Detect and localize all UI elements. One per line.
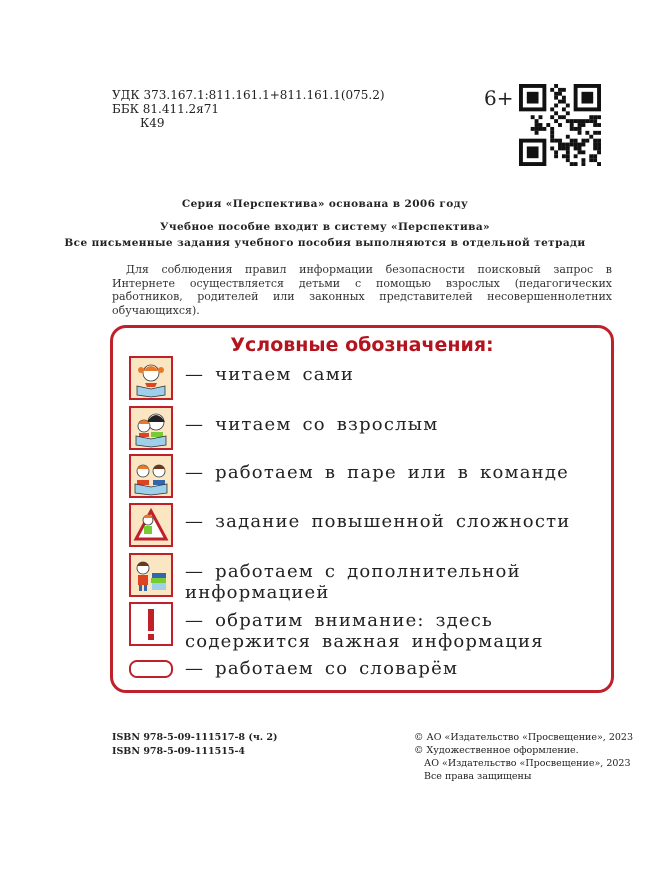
- exclamation-icon: [129, 602, 173, 646]
- legend-text: — работаем со словарём: [185, 658, 459, 679]
- legend-text: — обратим внимание: здесь содержится важная информация: [185, 610, 544, 652]
- legend-item: [129, 602, 599, 652]
- workbook-line: Все письменные задания учебного пособия выполняются в отдельной тетради: [64, 237, 586, 249]
- qr-code-icon: [519, 84, 601, 166]
- safety-notice: Для соблюдения правил информации безопасности поисковый запрос в Интернете осуществляется детьми с помощью взрослых (педагогических работников, родителей или законных представителей несовершеннолетних обучающихся).: [112, 263, 612, 317]
- udk: УДК 373.167.1:811.161.1+811.161.1(075.2): [112, 88, 385, 102]
- all-rights-reserved: Все права защищены: [424, 771, 532, 782]
- legend-title: Условные обозначения:: [230, 334, 494, 356]
- legend-item: [129, 356, 599, 400]
- legend-text: — работаем в паре или в команде: [185, 462, 569, 483]
- age-rating: 6+: [484, 86, 514, 110]
- extra-info-icon: [129, 553, 173, 597]
- legend-item: [129, 553, 599, 603]
- legend-text: — читаем со взрослым: [185, 414, 439, 435]
- legend-text: — задание повышенной сложности: [185, 511, 571, 532]
- legend-item: [129, 658, 599, 679]
- bbk: ББК 81.411.2я71: [112, 102, 220, 116]
- dictionary-frame-icon: [129, 660, 173, 678]
- legend-item: [129, 406, 599, 450]
- legend-item: [129, 454, 599, 498]
- legend-box: [110, 325, 614, 693]
- legend-text: — работаем с дополнительной информацией: [185, 561, 521, 603]
- child-reading-icon: [129, 356, 173, 400]
- isbn-set: ISBN 978-5-09-111515-4: [112, 746, 246, 757]
- warning-difficult-icon: [129, 503, 173, 547]
- system-line: Учебное пособие входит в систему «Перспектива»: [159, 221, 491, 233]
- series-line: Серия «Перспектива» основана в 2006 году: [181, 198, 469, 210]
- legend-item: [129, 503, 599, 547]
- copyright-design-publisher: АО «Издательство «Просвещение», 2023: [424, 758, 631, 769]
- legend-text: — читаем сами: [185, 364, 355, 385]
- reading-with-adult-icon: [129, 406, 173, 450]
- isbn-part: ISBN 978-5-09-111517-8 (ч. 2): [112, 732, 278, 743]
- copyright-publisher: © АО «Издательство «Просвещение», 2023: [414, 732, 634, 743]
- copyright-design: © Художественное оформление.: [414, 745, 579, 756]
- pair-work-icon: [129, 454, 173, 498]
- author-code: К49: [140, 116, 165, 130]
